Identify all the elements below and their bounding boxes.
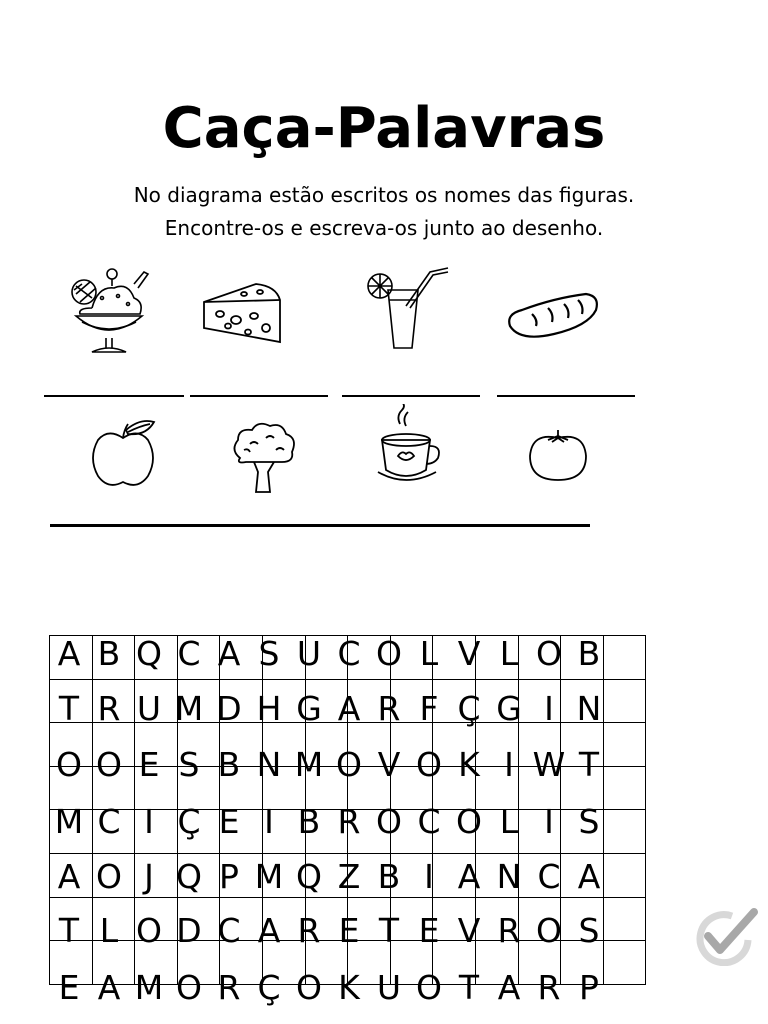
letter-row-4 xyxy=(49,802,649,841)
answer-line-1[interactable] xyxy=(44,395,184,397)
letter: S xyxy=(578,911,600,950)
letter: P xyxy=(579,968,599,1007)
letter: E xyxy=(58,968,80,1007)
letter: O xyxy=(136,911,162,950)
instruction-line-2: Encontre-os e escreva-os junto ao desenho. xyxy=(164,216,604,240)
letter: V xyxy=(457,911,481,950)
letter: Q xyxy=(296,857,322,896)
letter: C xyxy=(537,857,561,896)
letter: T xyxy=(378,911,400,950)
letter: L xyxy=(419,634,439,673)
letter: I xyxy=(144,802,154,841)
letter: A xyxy=(97,968,121,1007)
letter: R xyxy=(217,968,241,1007)
letter: I xyxy=(544,802,554,841)
letter-row-5 xyxy=(49,857,649,896)
letter: A xyxy=(217,634,241,673)
letter: Z xyxy=(337,857,361,896)
tomato-icon xyxy=(526,428,590,484)
letter: K xyxy=(338,968,360,1007)
letter: C xyxy=(337,634,361,673)
broccoli-icon xyxy=(228,420,300,496)
letter: U xyxy=(296,634,322,673)
bread-icon xyxy=(504,290,600,342)
letter: S xyxy=(178,745,200,784)
answer-line-2[interactable] xyxy=(190,395,328,397)
instruction-line-1: No diagrama estão escritos os nomes das figuras. xyxy=(133,183,635,207)
letter: B xyxy=(217,745,241,784)
letter: E xyxy=(138,745,160,784)
letter: O xyxy=(536,634,562,673)
letter: Ç xyxy=(457,689,481,728)
letter: U xyxy=(376,968,402,1007)
letter: D xyxy=(176,911,202,950)
letter-row-3 xyxy=(49,745,649,784)
letter: O xyxy=(416,968,442,1007)
letter: Q xyxy=(136,634,162,673)
letter: H xyxy=(256,689,282,728)
letter: C xyxy=(417,802,441,841)
answer-line-row2[interactable] xyxy=(50,524,590,527)
cheese-icon xyxy=(200,278,284,346)
checkmark-icon xyxy=(692,906,758,966)
letter: A xyxy=(337,689,361,728)
letter: O xyxy=(376,634,402,673)
letter: E xyxy=(338,911,360,950)
letter: O xyxy=(176,968,202,1007)
letter: V xyxy=(457,634,481,673)
letter: A xyxy=(457,857,481,896)
letter: R xyxy=(297,911,321,950)
answer-line-3[interactable] xyxy=(342,395,480,397)
letter: M xyxy=(294,745,324,784)
letter: A xyxy=(257,911,281,950)
apple-icon xyxy=(88,418,158,490)
letter: S xyxy=(258,634,280,673)
letter: R xyxy=(497,911,521,950)
letter: Ç xyxy=(257,968,281,1007)
letter: M xyxy=(174,689,204,728)
letter: M xyxy=(54,802,84,841)
page-title: Caça-Palavras xyxy=(162,96,606,161)
letter: Ç xyxy=(177,802,201,841)
letter: I xyxy=(424,857,434,896)
letter: U xyxy=(136,689,162,728)
letter: E xyxy=(418,911,440,950)
letter: S xyxy=(578,802,600,841)
letter: C xyxy=(97,802,121,841)
letter: M xyxy=(254,857,284,896)
answer-line-4[interactable] xyxy=(497,395,635,397)
letter: G xyxy=(496,689,522,728)
letter: T xyxy=(58,689,80,728)
letter: R xyxy=(337,802,361,841)
letter: O xyxy=(416,745,442,784)
letter-row-7 xyxy=(49,968,649,1007)
letter: A xyxy=(57,857,81,896)
letter: G xyxy=(296,689,322,728)
letter: Q xyxy=(176,857,202,896)
letter: T xyxy=(458,968,480,1007)
letter: B xyxy=(97,634,121,673)
letter: A xyxy=(577,857,601,896)
letter: L xyxy=(499,802,519,841)
letter: K xyxy=(458,745,480,784)
letter: O xyxy=(96,745,122,784)
juice-glass-icon xyxy=(360,264,456,354)
letter: N xyxy=(256,745,282,784)
letter: T xyxy=(578,745,600,784)
letter: W xyxy=(532,745,566,784)
letter: N xyxy=(576,689,602,728)
coffee-cup-icon xyxy=(376,404,444,486)
letter: F xyxy=(419,689,439,728)
letter: O xyxy=(96,857,122,896)
letter: N xyxy=(496,857,522,896)
letter: B xyxy=(297,802,321,841)
letter: C xyxy=(217,911,241,950)
letter-row-6 xyxy=(49,911,649,950)
letter: O xyxy=(296,968,322,1007)
letter: I xyxy=(264,802,274,841)
letter: A xyxy=(57,634,81,673)
letter: C xyxy=(177,634,201,673)
letter: R xyxy=(97,689,121,728)
letter: D xyxy=(216,689,242,728)
letter: R xyxy=(377,689,401,728)
letter: I xyxy=(504,745,514,784)
letter: T xyxy=(58,911,80,950)
letter: E xyxy=(218,802,240,841)
letter: O xyxy=(376,802,402,841)
letter: J xyxy=(144,857,154,896)
letter: P xyxy=(219,857,239,896)
letter: M xyxy=(134,968,164,1007)
letter: O xyxy=(536,911,562,950)
letter: I xyxy=(544,689,554,728)
letter: A xyxy=(497,968,521,1007)
letter: R xyxy=(537,968,561,1007)
letter: O xyxy=(336,745,362,784)
letter: B xyxy=(577,634,601,673)
letter: O xyxy=(456,802,482,841)
letter: O xyxy=(56,745,82,784)
letter: L xyxy=(499,634,519,673)
letter: L xyxy=(99,911,119,950)
letter-row-2 xyxy=(49,689,649,728)
sundae-icon xyxy=(68,264,150,358)
letter-row-1 xyxy=(49,634,649,673)
letter: V xyxy=(377,745,401,784)
letter: B xyxy=(377,857,401,896)
